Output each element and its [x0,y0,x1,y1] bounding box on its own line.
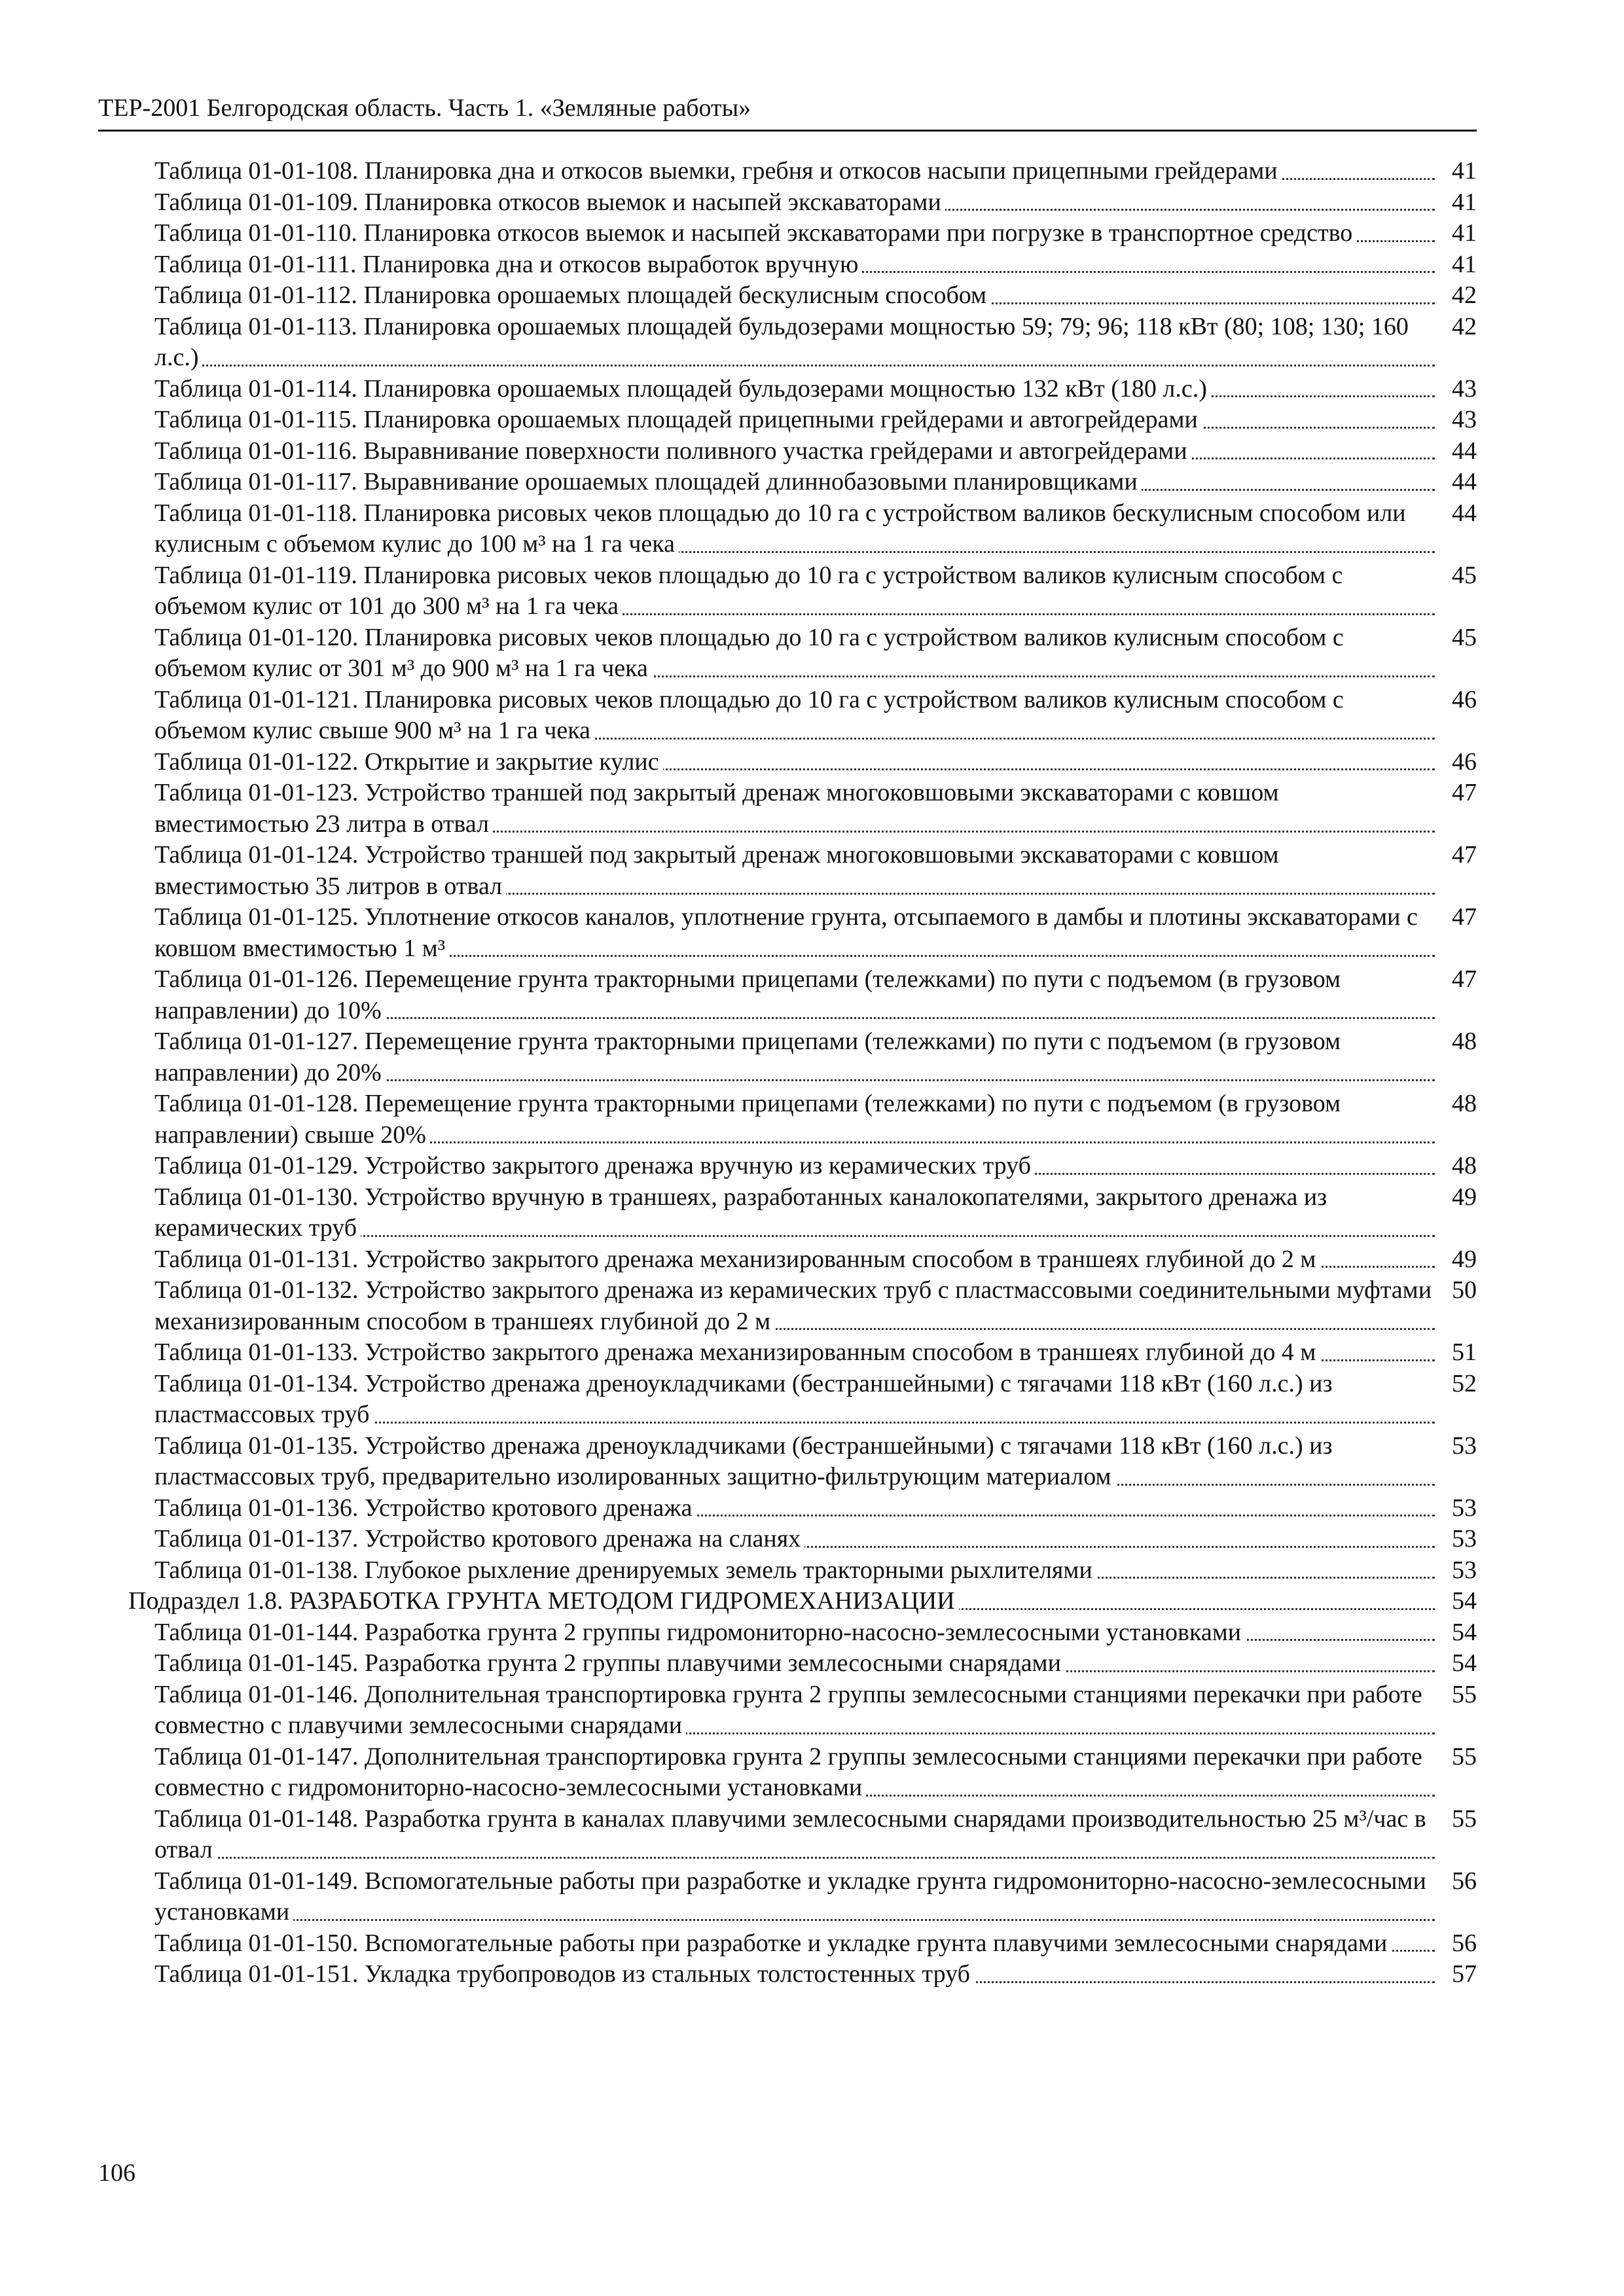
toc-entry-page: 46 [1452,685,1477,713]
toc-entry-title-wrap [154,747,1435,778]
toc-entry[interactable] [98,964,1477,1026]
toc-entry-page: 42 [1452,281,1477,309]
toc-entry-page: 55 [1452,1804,1477,1833]
toc-entry-title: Таблица 01-01-110. Планировка откосов выемок и насыпей экскаваторами при погрузке в транспортное средство [154,219,1356,247]
toc-entry-title-wrap [154,1555,1435,1587]
toc-entry-title: Таблица 01-01-114. Планировка орошаемых площадей бульдозерами мощностью 132 кВт (180 л.с.) [154,375,1211,403]
toc-entry-title-wrap [154,685,1435,747]
toc-entry-title-wrap [154,1493,1435,1524]
toc-entry[interactable] [98,404,1477,436]
toc-entry-title: Таблица 01-01-122. Открытие и закрытие кулис [154,748,663,776]
toc-entry[interactable] [98,218,1477,249]
toc-entry[interactable] [98,1493,1477,1524]
toc-entry-title-wrap [154,1617,1435,1649]
toc-entry[interactable] [98,1431,1477,1493]
toc-entry-title: Таблица 01-01-144. Разработка грунта 2 группы гидромониторно-насосно-землесосными установками [154,1619,1245,1646]
toc-entry-page: 44 [1452,499,1477,527]
toc-entry-title: Таблица 01-01-132. Устройство закрытого дренажа из керамических труб с пластмассовыми соединительными муфтами механизированным способом в траншеях глубиной до 2 м [154,1276,1432,1335]
toc-entry-title-wrap [154,840,1435,902]
toc-entry[interactable] [98,840,1477,902]
toc-entry-page: 47 [1452,779,1477,806]
toc-entry-page: 41 [1452,219,1477,247]
toc-entry-title: Таблица 01-01-130. Устройство вручную в траншеях, разработанных каналокопателями, закрытого дренажа из керамических труб [154,1183,1327,1242]
toc-entry-title-wrap [154,1337,1435,1369]
toc-entry-page: 44 [1452,468,1477,495]
toc-entry-title-wrap [154,1431,1435,1493]
dot-leader [154,1919,1435,1921]
toc-entry-title-wrap [154,1866,1435,1928]
toc-entry-title: Таблица 01-01-136. Устройство кротового дренажа [154,1494,696,1522]
toc-entry-page: 54 [1452,1649,1477,1677]
page-number: 106 [98,2159,135,2187]
toc-entry[interactable] [98,902,1477,964]
toc-entry-title: Таблица 01-01-126. Перемещение грунта тракторными прицепами (тележками) по пути с подъемом (в грузовом направлении) до 10% [154,965,1341,1024]
toc-entry-title: Таблица 01-01-125. Уплотнение откосов каналов, уплотнение грунта, отсыпаемого в дамбы и плотины экскаваторами с ковшом вместимостью 1 м³ [154,903,1418,962]
toc-entry-title-wrap [154,1088,1435,1151]
header-rule [98,130,1477,132]
toc-entry-title: Таблица 01-01-108. Планировка дна и откосов выемки, гребня и откосов насыпи прицепными грейдерами [154,157,1282,185]
toc-entry-title-wrap [154,1679,1435,1742]
toc-entry-page: 53 [1452,1431,1477,1460]
toc-entry-page: 48 [1452,1152,1477,1179]
toc-entry-title: Таблица 01-01-113. Планировка орошаемых площадей бульдозерами мощностью 59; 79; 96; 118 кВт (80; 108; 130; 160 л.с.) [154,312,1409,371]
toc-entry-page: 45 [1452,561,1477,589]
toc-entry-page: 49 [1452,1245,1477,1273]
toc-entry[interactable] [98,1151,1477,1182]
toc-entry[interactable] [98,1959,1477,1990]
toc-entry-title: Таблица 01-01-151. Укладка трубопроводов из стальных толстостенных труб [154,1960,974,1988]
toc-entry-page: 48 [1452,1028,1477,1055]
toc-entry-title-wrap [154,1648,1435,1679]
toc-entry-title: Таблица 01-01-138. Глубокое рыхление дренируемых земель тракторными рыхлителями [154,1556,1096,1584]
toc-entry-title: Таблица 01-01-117. Выравнивание орошаемых площадей длиннобазовыми планировщиками [154,468,1142,495]
toc-entry[interactable] [98,436,1477,467]
toc-entry[interactable] [98,374,1477,405]
toc-entry-title: Таблица 01-01-147. Дополнительная транспортировка грунта 2 группы землесосными станциями перекачки при работе совместно с гидромониторно-насосно-землесосными установками [154,1742,1422,1801]
toc-entry-page: 51 [1452,1338,1477,1366]
toc-entry[interactable] [98,1026,1477,1088]
toc-entry-title-wrap [154,560,1435,622]
toc-entry[interactable] [98,778,1477,840]
toc-entry-page: 55 [1452,1742,1477,1770]
toc-entry-page: 47 [1452,903,1477,931]
toc-entry-title: Таблица 01-01-109. Планировка откосов выемок и насыпей экскаваторами [154,188,945,216]
toc-entry-title: Таблица 01-01-133. Устройство закрытого дренажа механизированным способом в траншеях глубиной до 4 м [154,1338,1320,1366]
toc-entry[interactable] [98,560,1477,622]
toc-entry-page: 54 [1452,1587,1477,1615]
toc-entry[interactable] [98,1275,1477,1337]
toc-entry-title-wrap [154,1524,1435,1555]
toc-entry-title-wrap [154,156,1435,187]
toc-entry-page: 43 [1452,374,1477,403]
toc-entry-title-wrap [154,964,1435,1026]
toc-section-entry[interactable] [98,1586,1477,1617]
toc-entry-page: 47 [1452,965,1477,993]
toc-entry[interactable] [98,249,1477,281]
toc-entry[interactable] [98,1369,1477,1431]
toc-entry-title-wrap [154,1151,1435,1182]
toc-entry-page: 46 [1452,747,1477,776]
toc-entry-title-wrap [154,778,1435,840]
toc-entry-title: Таблица 01-01-119. Планировка рисовых чеков площадью до 10 га с устройством валиков кулисным способом с объемом кулис от 101 до 300 м³ на 1 га чека [154,561,1343,620]
toc-entry[interactable] [98,467,1477,498]
toc-entry-title-wrap [154,1804,1435,1866]
toc-entry-title-wrap [154,1244,1435,1276]
toc-entry-title: Таблица 01-01-112. Планировка орошаемых площадей бескулисным способом [154,281,990,309]
toc-entry-page: 53 [1452,1556,1477,1584]
toc-entry-page: 45 [1452,623,1477,651]
dot-leader [154,365,1435,367]
toc-entry[interactable] [98,1182,1477,1244]
toc-entry-title-wrap [154,1369,1435,1431]
toc-entry-title: Таблица 01-01-134. Устройство дренажа дреноукладчиками (бестраншейными) с тягачами 118 кВт (160 л.с.) из пластмассовых труб [154,1369,1333,1428]
toc-entry-title-wrap [128,1586,1435,1617]
toc-entry-title-wrap [154,467,1435,498]
toc-entry-title-wrap [154,312,1435,374]
toc-entry-page: 56 [1452,1867,1477,1895]
toc-entry-title-wrap [154,1026,1435,1088]
toc-entry-title-wrap [154,218,1435,249]
toc-entry-page: 42 [1452,312,1477,340]
toc-entry-page: 50 [1452,1276,1477,1304]
toc-entry-title: Таблица 01-01-135. Устройство дренажа дреноукладчиками (бестраншейными) с тягачами 118 кВт (160 л.с.) из пластмассовых труб, предварительно изолированных защитно-фильтрующим материалом [154,1431,1333,1490]
toc-entry-page: 41 [1452,250,1477,278]
toc-entry[interactable] [98,1617,1477,1649]
toc-entry-page: 43 [1452,406,1477,433]
toc-entry-title-wrap [154,902,1435,964]
table-of-contents [98,156,1477,1990]
toc-entry-title: Таблица 01-01-145. Разработка грунта 2 группы плавучими землесосными снарядами [154,1649,1065,1677]
toc-entry-title-wrap [154,498,1435,560]
toc-entry[interactable] [98,1555,1477,1587]
toc-entry-title-wrap [154,249,1435,281]
toc-entry-page: 48 [1452,1090,1477,1117]
toc-entry-title: Таблица 01-01-149. Вспомогательные работы при разработке и укладке грунта гидромониторно-насосно-землесосными установками [154,1867,1426,1926]
toc-entry-page: 56 [1452,1929,1477,1957]
toc-entry-title-wrap [154,187,1435,219]
toc-entry-title: Таблица 01-01-146. Дополнительная транспортировка грунта 2 группы землесосными станциями перекачки при работе совместно с плавучими землесосными снарядами [154,1680,1422,1739]
toc-entry-title: Таблица 01-01-137. Устройство кротового дренажа на сланях [154,1525,804,1552]
toc-entry-title: Таблица 01-01-127. Перемещение грунта тракторными прицепами (тележками) по пути с подъемом (в грузовом направлении) до 20% [154,1028,1341,1086]
toc-entry-title: Таблица 01-01-123. Устройство траншей под закрытый дренаж многоковшовыми экскаваторами с ковшом вместимостью 23 литра в отвал [154,779,1279,838]
toc-entry[interactable] [98,747,1477,778]
toc-entry-title-wrap [154,1928,1435,1960]
toc-entry[interactable] [98,1088,1477,1151]
toc-entry-page: 49 [1452,1183,1477,1211]
toc-entry-title: Таблица 01-01-124. Устройство траншей под закрытый дренаж многоковшовыми экскаваторами с ковшом вместимостью 35 литров в отвал [154,841,1279,900]
toc-entry-title-wrap [154,1182,1435,1244]
toc-entry-title: Таблица 01-01-111. Планировка дна и откосов выработок вручную [154,251,862,278]
toc-entry-title: Таблица 01-01-129. Устройство закрытого дренажа вручную из керамических труб [154,1152,1035,1179]
toc-entry-title: Таблица 01-01-128. Перемещение грунта тракторными прицепами (тележками) по пути с подъемом (в грузовом направлении) свыше 20% [154,1090,1341,1149]
toc-entry-page: 53 [1452,1494,1477,1522]
dot-leader [154,1857,1435,1859]
toc-entry-title: Таблица 01-01-118. Планировка рисовых чеков площадью до 10 га с устройством валиков бескулисным способом или кулисным с объемом кулис до 100 м³ на 1 га чека [154,499,1406,558]
toc-entry[interactable] [98,1648,1477,1679]
toc-entry-title: Таблица 01-01-121. Планировка рисовых чеков площадью до 10 га с устройством валиков кулисным способом с объемом кулис свыше 900 м³ на 1 га чека [154,685,1344,744]
toc-entry[interactable] [98,1524,1477,1555]
toc-entry[interactable] [98,1742,1477,1804]
toc-entry-title-wrap [154,1275,1435,1337]
toc-entry[interactable] [98,1244,1477,1276]
toc-entry-title: Таблица 01-01-115. Планировка орошаемых площадей прицепными грейдерами и автогрейдерами [154,406,1202,433]
toc-entry-title-wrap [154,374,1435,405]
toc-entry-title-wrap [154,280,1435,312]
toc-entry-page: 53 [1452,1525,1477,1552]
toc-entry-title: Таблица 01-01-150. Вспомогательные работы при разработке и укладке грунта плавучими землесосными снарядами [154,1929,1391,1957]
toc-entry-page: 55 [1452,1680,1477,1708]
toc-entry-title-wrap [154,404,1435,436]
toc-entry-title: Таблица 01-01-148. Разработка грунта в каналах плавучими землесосными снарядами производительностью 25 м³/час в отвал [154,1804,1426,1863]
toc-entry-page: 54 [1452,1618,1477,1646]
toc-entry-title-wrap [154,1959,1435,1990]
toc-entry-page: 41 [1452,188,1477,216]
toc-entry-title: Подраздел 1.8. РАЗРАБОТКА ГРУНТА МЕТОДОМ ГИДРОМЕХАНИЗАЦИИ [128,1587,959,1615]
toc-entry-page: 41 [1452,157,1477,185]
toc-entry-title-wrap [154,1742,1435,1804]
toc-entry-title: Таблица 01-01-131. Устройство закрытого дренажа механизированным способом в траншеях глубиной до 2 м [154,1246,1320,1273]
toc-entry-title-wrap [154,622,1435,685]
toc-entry-title: Таблица 01-01-120. Планировка рисовых чеков площадью до 10 га с устройством валиков кулисным способом с объемом кулис от 301 м³ до 900 м³ на 1 га чека [154,623,1344,682]
toc-entry-page: 47 [1452,841,1477,869]
toc-entry-page: 57 [1452,1960,1477,1988]
toc-entry[interactable] [98,312,1477,374]
toc-entry[interactable] [98,498,1477,560]
toc-entry[interactable] [98,1337,1477,1369]
toc-entry-page: 52 [1452,1369,1477,1397]
toc-entry[interactable] [98,1679,1477,1742]
toc-entry[interactable] [98,280,1477,312]
toc-entry-title-wrap [154,436,1435,467]
toc-entry[interactable] [98,1866,1477,1928]
toc-entry[interactable] [98,187,1477,219]
toc-entry[interactable] [98,156,1477,187]
toc-entry-title: Таблица 01-01-116. Выравнивание поверхности поливного участка грейдерами и автогрейдерами [154,437,1191,465]
toc-entry[interactable] [98,1928,1477,1960]
toc-entry[interactable] [98,685,1477,747]
toc-entry-page: 44 [1452,437,1477,465]
toc-entry[interactable] [98,622,1477,685]
running-header: ТЕР-2001 Белгородская область. Часть 1. «Земляные работы» [98,94,751,122]
toc-entry[interactable] [98,1804,1477,1866]
